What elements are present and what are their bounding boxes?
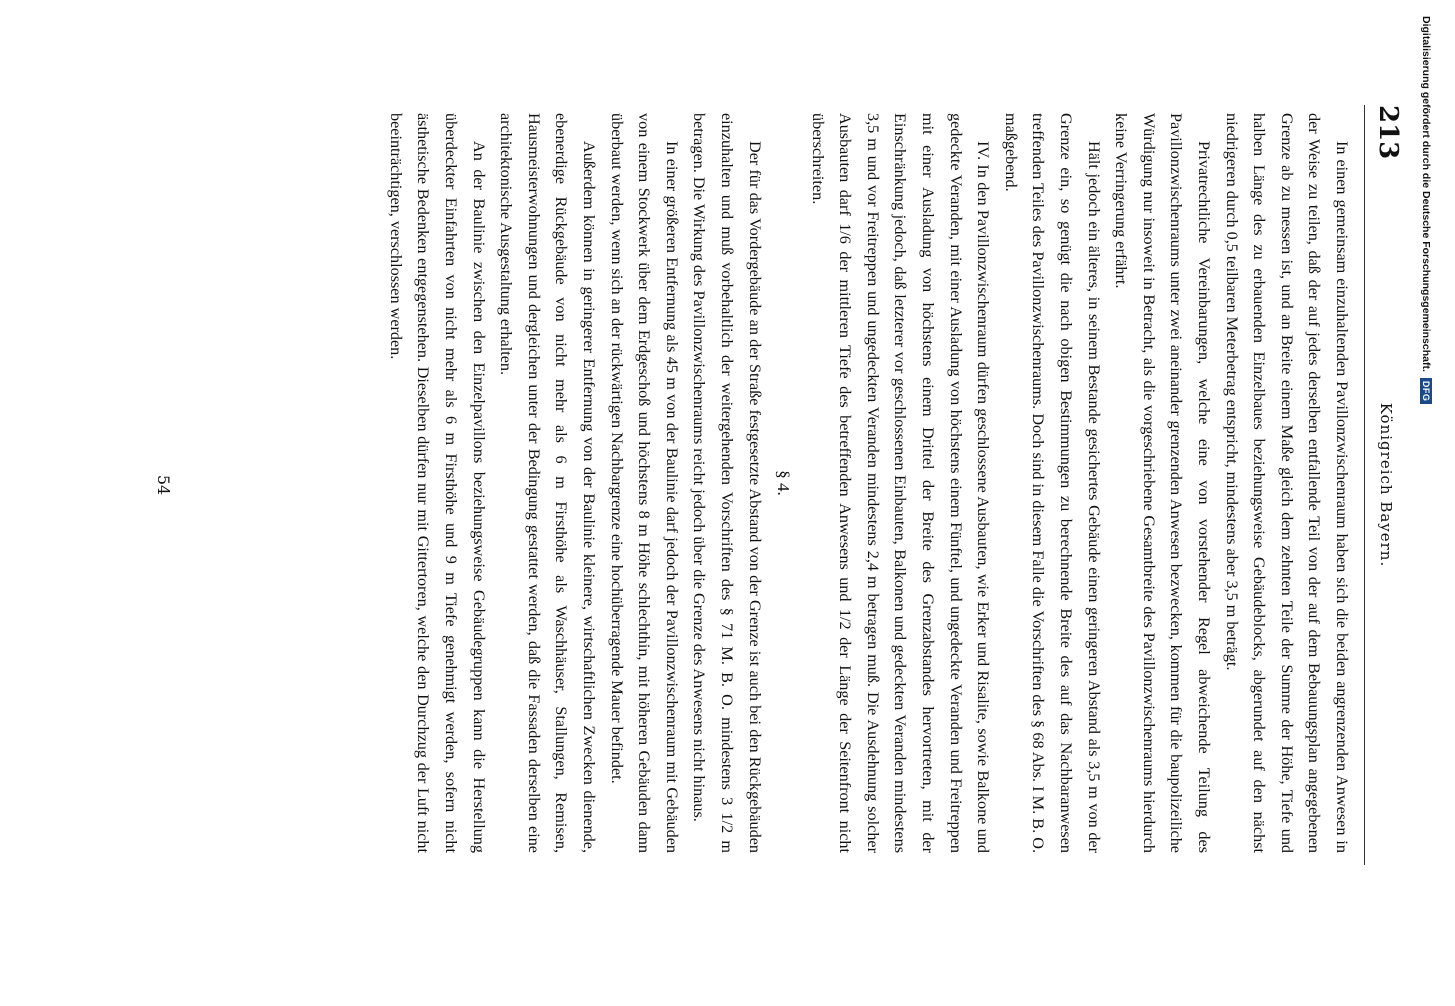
paragraph: Der für das Vordergebäude an der Straße festgesetzte Abstand von der Grenze ist auch bei den Rückgebäuden einzuhalten und muß vorbehaltlich der weitergehenden Vorschriften des § 71 M. B. O. mindestens 3 1/2 m betragen. Die Wirkung des Pavillonzwischenraums reicht jedoch über die Grenze des Anwesens nicht hinaus. [690,113,764,853]
paragraph: Hält jedoch ein älteres, in seinem Bestande gesichertes Gebäude einen geringeren Abstand als 3,5 m von der Grenze ein, so genügt die nach obigen Bestimmungen zu berechnende Breite des auf das Nachbaranwesen treffenden Teiles des Pavillonzwischenraums. Doch sind in diesem Falle die Vorschriften des § 68 Abs. I M. B. O. maßgebend. [1001,113,1103,853]
paragraph: In einen gemeinsam einzuhaltenden Pavillonzwischenraum haben sich die beiden angrenzenden Anwesen in der Weise zu teilen, daß der auf jedes derselben entfallende Teil von der auf dem Bebauungsplan angegebenen Grenze ab zu messen ist, und an Breite einem Maße gleich dem zehnten Teile der Summe der Höhe, Tiefe und halben Länge des zu erbauenden Einzelbaues beziehungsweise Gebäudeblocks, abgerundet auf den nächst niedrigeren durch 0,5 teilbaren Meterbetrag entspricht, mindestens aber 3,5 m beträgt. [1222,113,1351,853]
paragraph: In einer größeren Entfernung als 45 m von der Baulinie darf jedoch der Pavillonzwischenraum mit Gebäuden von einem Stockwerk über dem Erdgeschoß und höchstens 8 m Höhe schlechthin, mit höheren Gebäuden dann überbaut werden, wenn sich an der rückwärtigen Nachbargrenze eine hochüberragende Mauer befindet. [607,113,681,853]
document-page [75,105,1405,865]
running-title: Königreich Bayern. [1377,402,1395,568]
digitization-notice [1417,16,1435,1006]
page-header [1364,105,1405,865]
paragraph: Außerdem können in geringerer Entfernung von der Baulinie kleinere, wirtschaftlichen Zwecken dienende, ebenerdige Rückgebäude von nicht mehr als 6 m Firsthöhe als Waschhäuser, Stallungen, Remisen, Hausmeisterwohnungen und dergleichen unter der Bedingung gestattet werden, daß die Fassaden derselben eine architektonische Ausgestaltung erhalten. [497,113,598,853]
section-heading: § 4. [774,470,794,496]
page-number: 213 [1373,105,1403,160]
paragraph: Privatrechtliche Vereinbarungen, welche eine von vorstehender Regel abweichende Teilung des Pavillonzwischenraums unter zwei aneinander grenzenden Anwesen bezwecken, kommen für die baupolizeiliche Würdigung nur insoweit in Betracht, als die vorgeschriebene Gesamtbreite des Pavillonzwischenraums hierdurch keine Verringerung erfährt. [1112,113,1214,853]
page-body [381,113,1355,853]
dfg-logo: DFG [1420,378,1432,405]
paragraph: An der Baulinie zwischen den Einzelpavillons beziehungsweise Gebäudegruppen kann die Herstellung überdeckter Einfahrten von nicht mehr als 6 m Firsthöhe und 9 m Tiefe genehmigt werden, sofern nicht ästhetische Bedenken entgegenstehen. Dieselben dürfen nur mit Gittertoren, welche den Durchzug der Luft nicht beeinträchtigen, verschlossen werden. [386,113,488,853]
sheet-number: 54 [154,474,173,496]
paragraph: IV. In den Pavillonzwischenraum dürfen geschlossene Ausbauten, wie Erker und Risalite, sowie Balkone und gedeckte Veranden, mit einer Ausladung von höchstens einem Fünftel, und ungedeckte Veranden und Freitreppen mit einer Ausladung von höchstens einem Drittel der Breite des Grenzabstandes hervortreten, mit der Einschränkung jedoch, daß letzterer vor geschlossenen Einbauten, Balkonen und gedeckten Veranden mindestens 3,5 m und vor Freitreppen und ungedeckten Veranden mindestens 2,4 m betragen muß. Die Ausdehnung solcher Ausbauten darf 1/6 der mittleren Tiefe des betreffenden Anwesens und 1/2 der Länge der Seitenfront nicht überschreiten. [808,113,993,853]
notice-text: Digitalisierung gefördert durch die Deutsche Forschungsgemeinschaft. [1420,16,1432,372]
